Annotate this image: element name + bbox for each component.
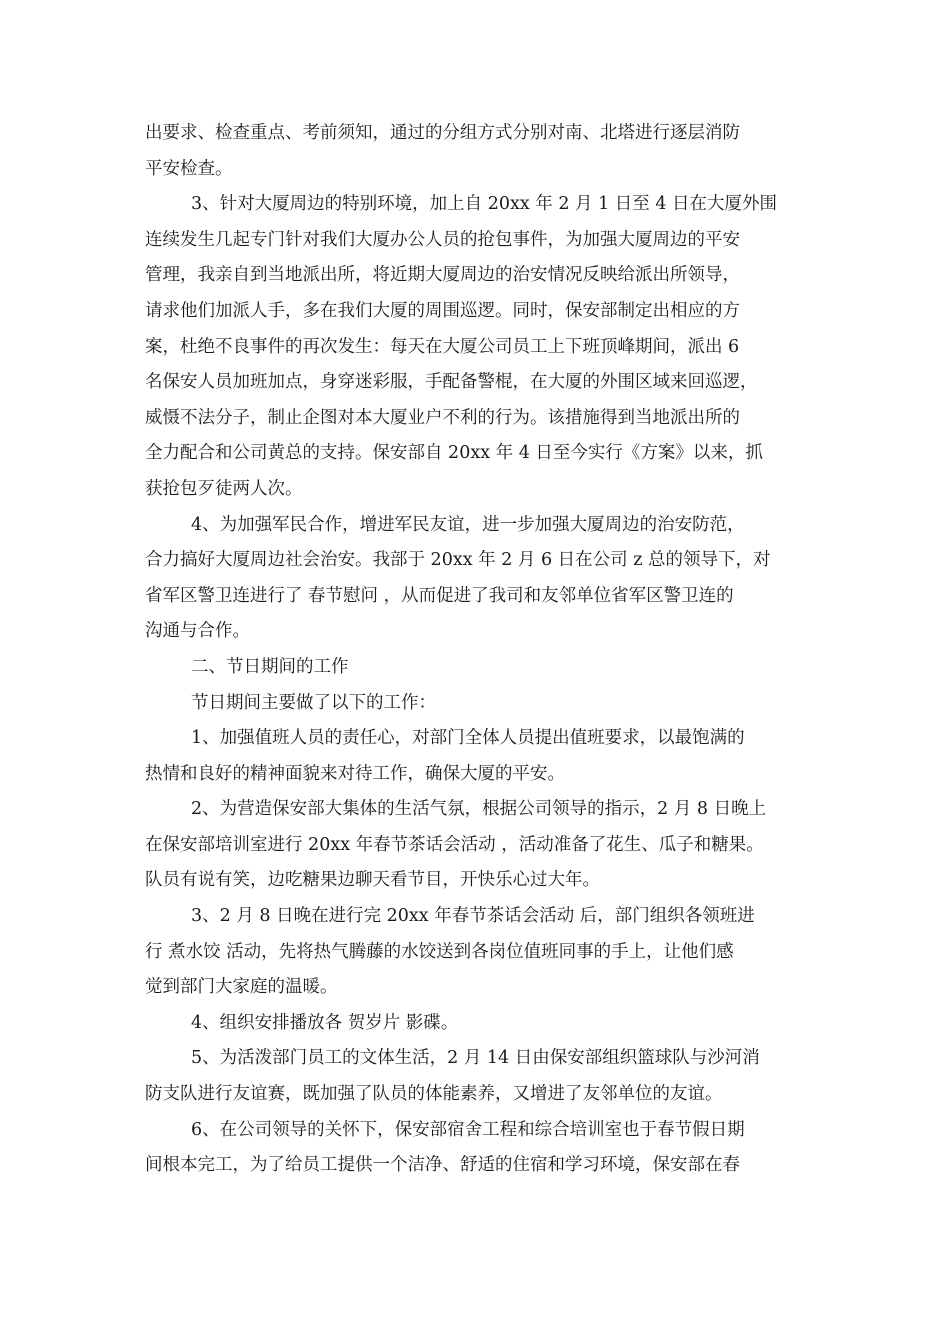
paragraph-line: 防支队进行友谊赛，既加强了队员的体能素养，又增进了友邻单位的友谊。 xyxy=(145,1084,723,1105)
paragraph-first-line: 3、针对大厦周边的特别环境，加上自 20xx 年 2 月 1 日至 4 日在大厦外围 xyxy=(191,194,778,215)
paragraph-line: 热情和良好的精神面貌来对待工作，确保大厦的平安。 xyxy=(145,763,565,784)
paragraph-first-line: 节日期间主要做了以下的工作： xyxy=(191,692,436,713)
paragraph-line: 队员有说有笑，边吃糖果边聊天看节目，开快乐心过大年。 xyxy=(145,870,600,891)
paragraph-line: 全力配合和公司黄总的支持。保安部自 20xx 年 4 日至今实行《方案》以来，抓 xyxy=(145,443,763,464)
paragraph-line: 觉到部门大家庭的温暖。 xyxy=(145,977,338,998)
paragraph-line: 平安检查。 xyxy=(145,158,233,179)
paragraph-first-line: 5、为活泼部门员工的文体生活，2 月 14 日由保安部组织篮球队与沙河消 xyxy=(191,1048,760,1069)
paragraph-first-line: 4、为加强军民合作，增进军民友谊，进一步加强大厦周边的治安防范， xyxy=(191,514,745,535)
paragraph-line: 获抢包歹徒两人次。 xyxy=(145,478,303,499)
paragraph-line: 间根本完工，为了给员工提供一个洁净、舒适的住宿和学习环境，保安部在春 xyxy=(145,1155,740,1176)
paragraph-line: 在保安部培训室进行 20xx 年春节茶话会活动 ，活动准备了花生、瓜子和糖果。 xyxy=(145,834,764,855)
paragraph-first-line: 1、加强值班人员的责任心，对部门全体人员提出值班要求，以最饱满的 xyxy=(191,728,745,749)
paragraph-line: 请求他们加派人手，多在我们大厦的周围巡逻。同时，保安部制定出相应的方 xyxy=(145,300,740,321)
paragraph-first-line: 3、2 月 8 日晚在进行完 20xx 年春节茶话会活动 后，部门组织各领班进 xyxy=(191,906,755,927)
paragraph-line: 出要求、检查重点、考前须知，通过的分组方式分别对南、北塔进行逐层消防 xyxy=(145,123,740,143)
paragraph-line: 行 煮水饺 活动，先将热气腾藤的水饺送到各岗位值班同事的手上，让他们感 xyxy=(145,941,734,962)
paragraph-line: 省军区警卫连进行了 春节慰问 ，从而促进了我司和友邻单位省军区警卫连的 xyxy=(145,585,734,606)
paragraph-first-line: 二、节日期间的工作 xyxy=(191,656,349,677)
paragraph-line: 沟通与合作。 xyxy=(145,621,250,642)
paragraph-first-line: 2、为营造保安部大集体的生活气氛，根据公司领导的指示，2 月 8 日晚上 xyxy=(191,799,767,820)
paragraph-line: 合力搞好大厦周边社会治安。我部于 20xx 年 2 月 6 日在公司 z 总的领导下，对 xyxy=(145,550,771,571)
paragraph-first-line: 6、在公司领导的关怀下，保安部宿舍工程和综合培训室也于春节假日期 xyxy=(191,1119,745,1140)
paragraph-line: 连续发生几起专门针对我们大厦办公人员的抢包事件，为加强大厦周边的平安 xyxy=(145,229,740,250)
paragraph-line: 管理，我亲自到当地派出所，将近期大厦周边的治安情况反映给派出所领导， xyxy=(145,265,740,286)
paragraph-first-line: 4、组织安排播放各 贺岁片 影碟。 xyxy=(191,1012,459,1033)
paragraph-line: 威慑不法分子，制止企图对本大厦业户不利的行为。该措施得到当地派出所的 xyxy=(145,407,740,428)
document-body xyxy=(145,116,810,1184)
paragraph-line: 名保安人员加班加点，身穿迷彩服，手配备警棍，在大厦的外围区域来回巡逻， xyxy=(145,372,758,393)
paragraph-line: 案，杜绝不良事件的再次发生：每天在大厦公司员工上下班顶峰期间，派出 6 xyxy=(145,336,740,357)
